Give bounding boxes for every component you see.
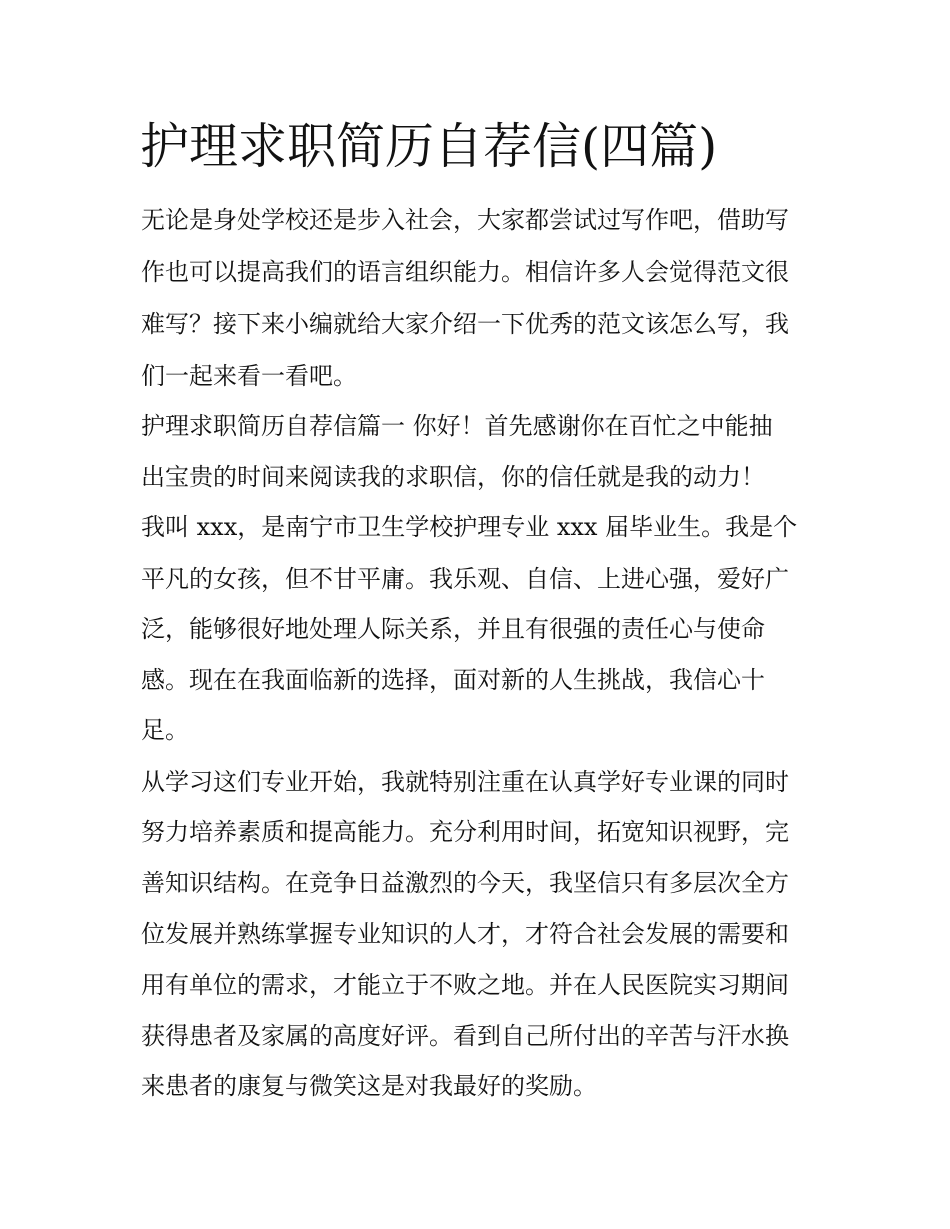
body-line: 我叫 xxx，是南宁市卫生学校护理专业 xxx 届毕业生。我是个 <box>141 513 798 541</box>
body-line: 善知识结构。在竞争日益激烈的今天，我坚信只有多层次全方 <box>141 869 789 897</box>
body-line: 难写？接下来小编就给大家介绍一下优秀的范文该怎么写，我 <box>141 310 789 338</box>
body-line: 无论是身处学校还是步入社会，大家都尝试过写作吧，借助写 <box>141 206 789 234</box>
body-line: 用有单位的需求，才能立于不败之地。并在人民医院实习期间 <box>141 971 789 999</box>
body-line: 位发展并熟练掌握专业知识的人才，才符合社会发展的需要和 <box>141 920 789 948</box>
body-line: 来患者的康复与微笑这是对我最好的奖励。 <box>141 1072 597 1100</box>
body-line: 感。现在在我面临新的选择，面对新的人生挑战，我信心十 <box>141 666 765 694</box>
body-line: 平凡的女孩，但不甘平庸。我乐观、自信、上进心强，爱好广 <box>141 565 789 593</box>
body-line: 努力培养素质和提高能力。充分利用时间，拓宽知识视野，完 <box>141 818 789 846</box>
body-line: 获得患者及家属的高度好评。看到自己所付出的辛苦与汗水换 <box>141 1022 789 1050</box>
body-line: 足。 <box>141 716 189 744</box>
body-line: 出宝贵的时间来阅读我的求职信，你的信任就是我的动力！ <box>141 463 765 491</box>
body-line: 们一起来看一看吧。 <box>141 362 357 390</box>
body-line: 泛，能够很好地处理人际关系，并且有很强的责任心与使命 <box>141 615 765 643</box>
body-line: 从学习这们专业开始，我就特别注重在认真学好专业课的同时 <box>141 768 789 796</box>
document-title: 护理求职简历自荐信(四篇) <box>140 118 718 175</box>
body-line: 作也可以提高我们的语言组织能力。相信许多人会觉得范文很 <box>141 258 789 286</box>
body-line: 护理求职简历自荐信篇一 你好！首先感谢你在百忙之中能抽 <box>141 412 773 440</box>
